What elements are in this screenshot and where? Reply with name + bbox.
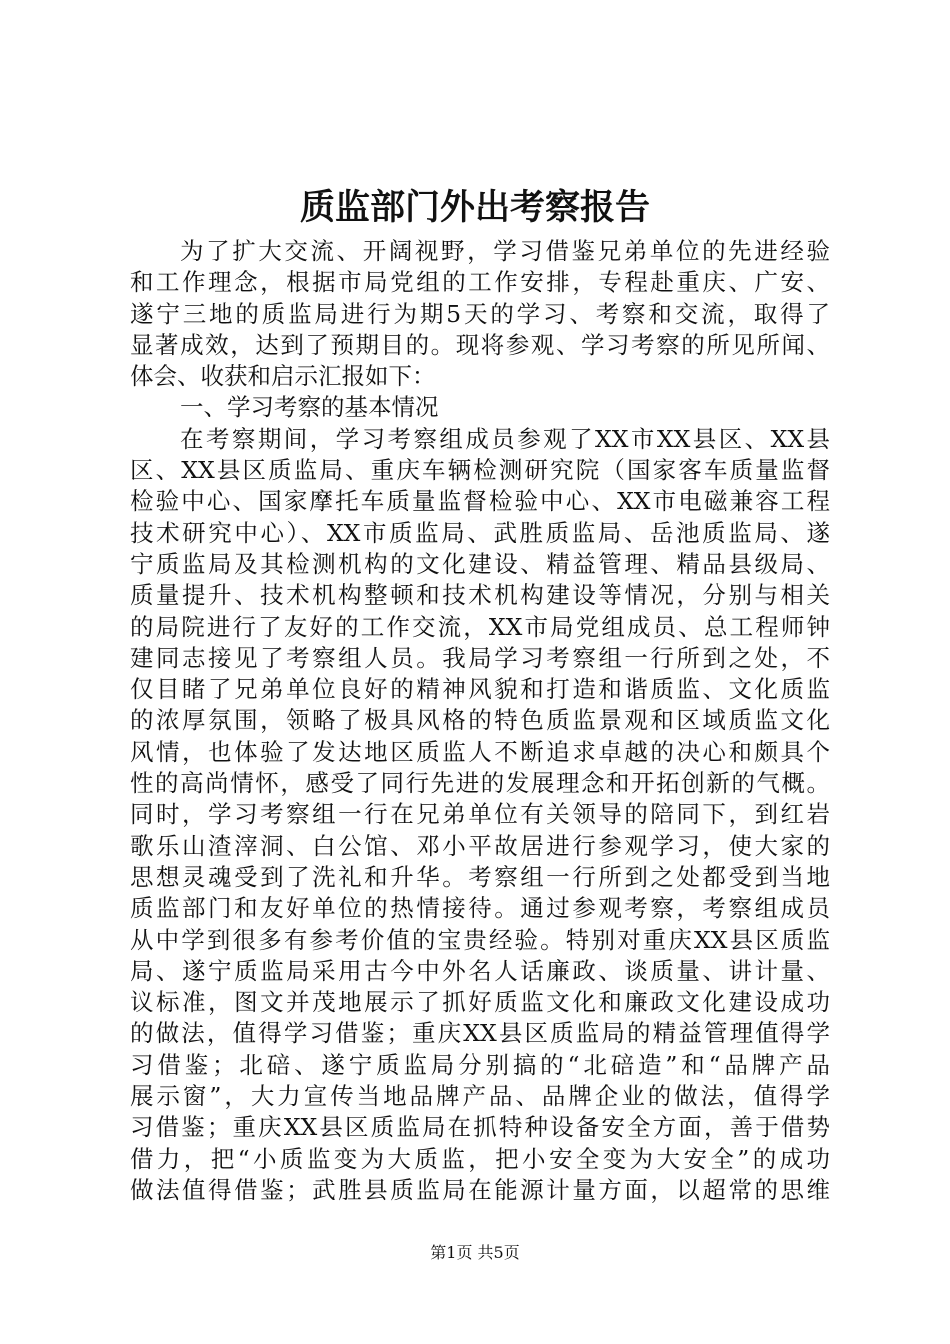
body-line: 遂宁三地的质监局进行为期5天的学习、考察和交流，取得了 bbox=[130, 299, 830, 328]
body-line: 同时，学习考察组一行在兄弟单位有关领导的陪同下，到红岩 bbox=[130, 800, 830, 829]
body-line: 习借鉴；重庆XX县区质监局在抓特种设备安全方面，善于借势 bbox=[130, 1113, 830, 1142]
body-line: 和工作理念，根据市局党组的工作安排，专程赴重庆、广安、 bbox=[130, 268, 830, 297]
body-line: 风情，也体验了发达地区质监人不断追求卓越的决心和颇具个 bbox=[130, 737, 830, 766]
body-line: 显著成效，达到了预期目的。现将参观、学习考察的所见所闻、 bbox=[130, 330, 830, 359]
body-line: 性的高尚情怀，感受了同行先进的发展理念和开拓创新的气概。 bbox=[130, 769, 830, 798]
document-body bbox=[130, 236, 830, 1206]
body-line: 歌乐山渣滓洞、白公馆、邓小平故居进行参观学习，使大家的 bbox=[130, 831, 830, 860]
body-line: 质量提升、技术机构整顿和技术机构建设等情况，分别与相关 bbox=[130, 581, 830, 610]
body-line: 区、XX县区质监局、重庆车辆检测研究院（国家客车质量监督 bbox=[130, 456, 830, 485]
body-line: 质监部门和友好单位的热情接待。通过参观考察，考察组成员 bbox=[130, 894, 830, 923]
body-line: 建同志接见了考察组人员。我局学习考察组一行所到之处，不 bbox=[130, 643, 830, 672]
body-line: 宁质监局及其检测机构的文化建设、精益管理、精品县级局、 bbox=[130, 549, 830, 578]
body-line: 做法值得借鉴；武胜县质监局在能源计量方面，以超常的思维 bbox=[130, 1175, 830, 1204]
body-line: 的做法，值得学习借鉴；重庆XX县区质监局的精益管理值得学 bbox=[130, 1019, 830, 1048]
document-title: 质监部门外出考察报告 bbox=[299, 187, 650, 228]
body-line: 的浓厚氛围，领略了极具风格的特色质监景观和区域质监文化 bbox=[130, 706, 830, 735]
body-line: 借力，把“小质监变为大质监，把小安全变为大安全”的成功 bbox=[130, 1144, 830, 1173]
page-footer: 第1页 共5页 bbox=[430, 1243, 520, 1262]
body-line: 技术研究中心）、XX市质监局、武胜质监局、岳池质监局、遂 bbox=[130, 518, 830, 547]
body-line: 为了扩大交流、开阔视野，学习借鉴兄弟单位的先进经验 bbox=[180, 237, 830, 265]
body-line: 局、遂宁质监局采用古今中外名人话廉政、谈质量、讲计量、 bbox=[130, 956, 830, 985]
body-line: 议标准，图文并茂地展示了抓好质监文化和廉政文化建设成功 bbox=[130, 988, 830, 1017]
body-line: 展示窗”，大力宣传当地品牌产品、品牌企业的做法，值得学 bbox=[130, 1082, 830, 1111]
body-line: 习借鉴；北碚、遂宁质监局分别搞的“北碚造”和“品牌产品 bbox=[130, 1050, 830, 1079]
body-line: 思想灵魂受到了洗礼和升华。考察组一行所到之处都受到当地 bbox=[130, 862, 830, 891]
body-line: 仅目睹了兄弟单位良好的精神风貌和打造和谐质监、文化质监 bbox=[130, 675, 830, 704]
body-line: 检验中心、国家摩托车质量监督检验中心、XX市电磁兼容工程 bbox=[130, 487, 830, 516]
section-heading: 一、学习考察的基本情况 bbox=[180, 393, 439, 422]
body-line: 的局院进行了友好的工作交流，XX市局党组成员、总工程师钟 bbox=[130, 612, 830, 641]
body-line: 体会、收获和启示汇报如下： bbox=[130, 362, 436, 391]
body-line: 在考察期间，学习考察组成员参观了XX市XX县区、XX县 bbox=[180, 424, 830, 453]
body-line: 从中学到很多有参考价值的宝贵经验。特别对重庆XX县区质监 bbox=[130, 925, 830, 954]
